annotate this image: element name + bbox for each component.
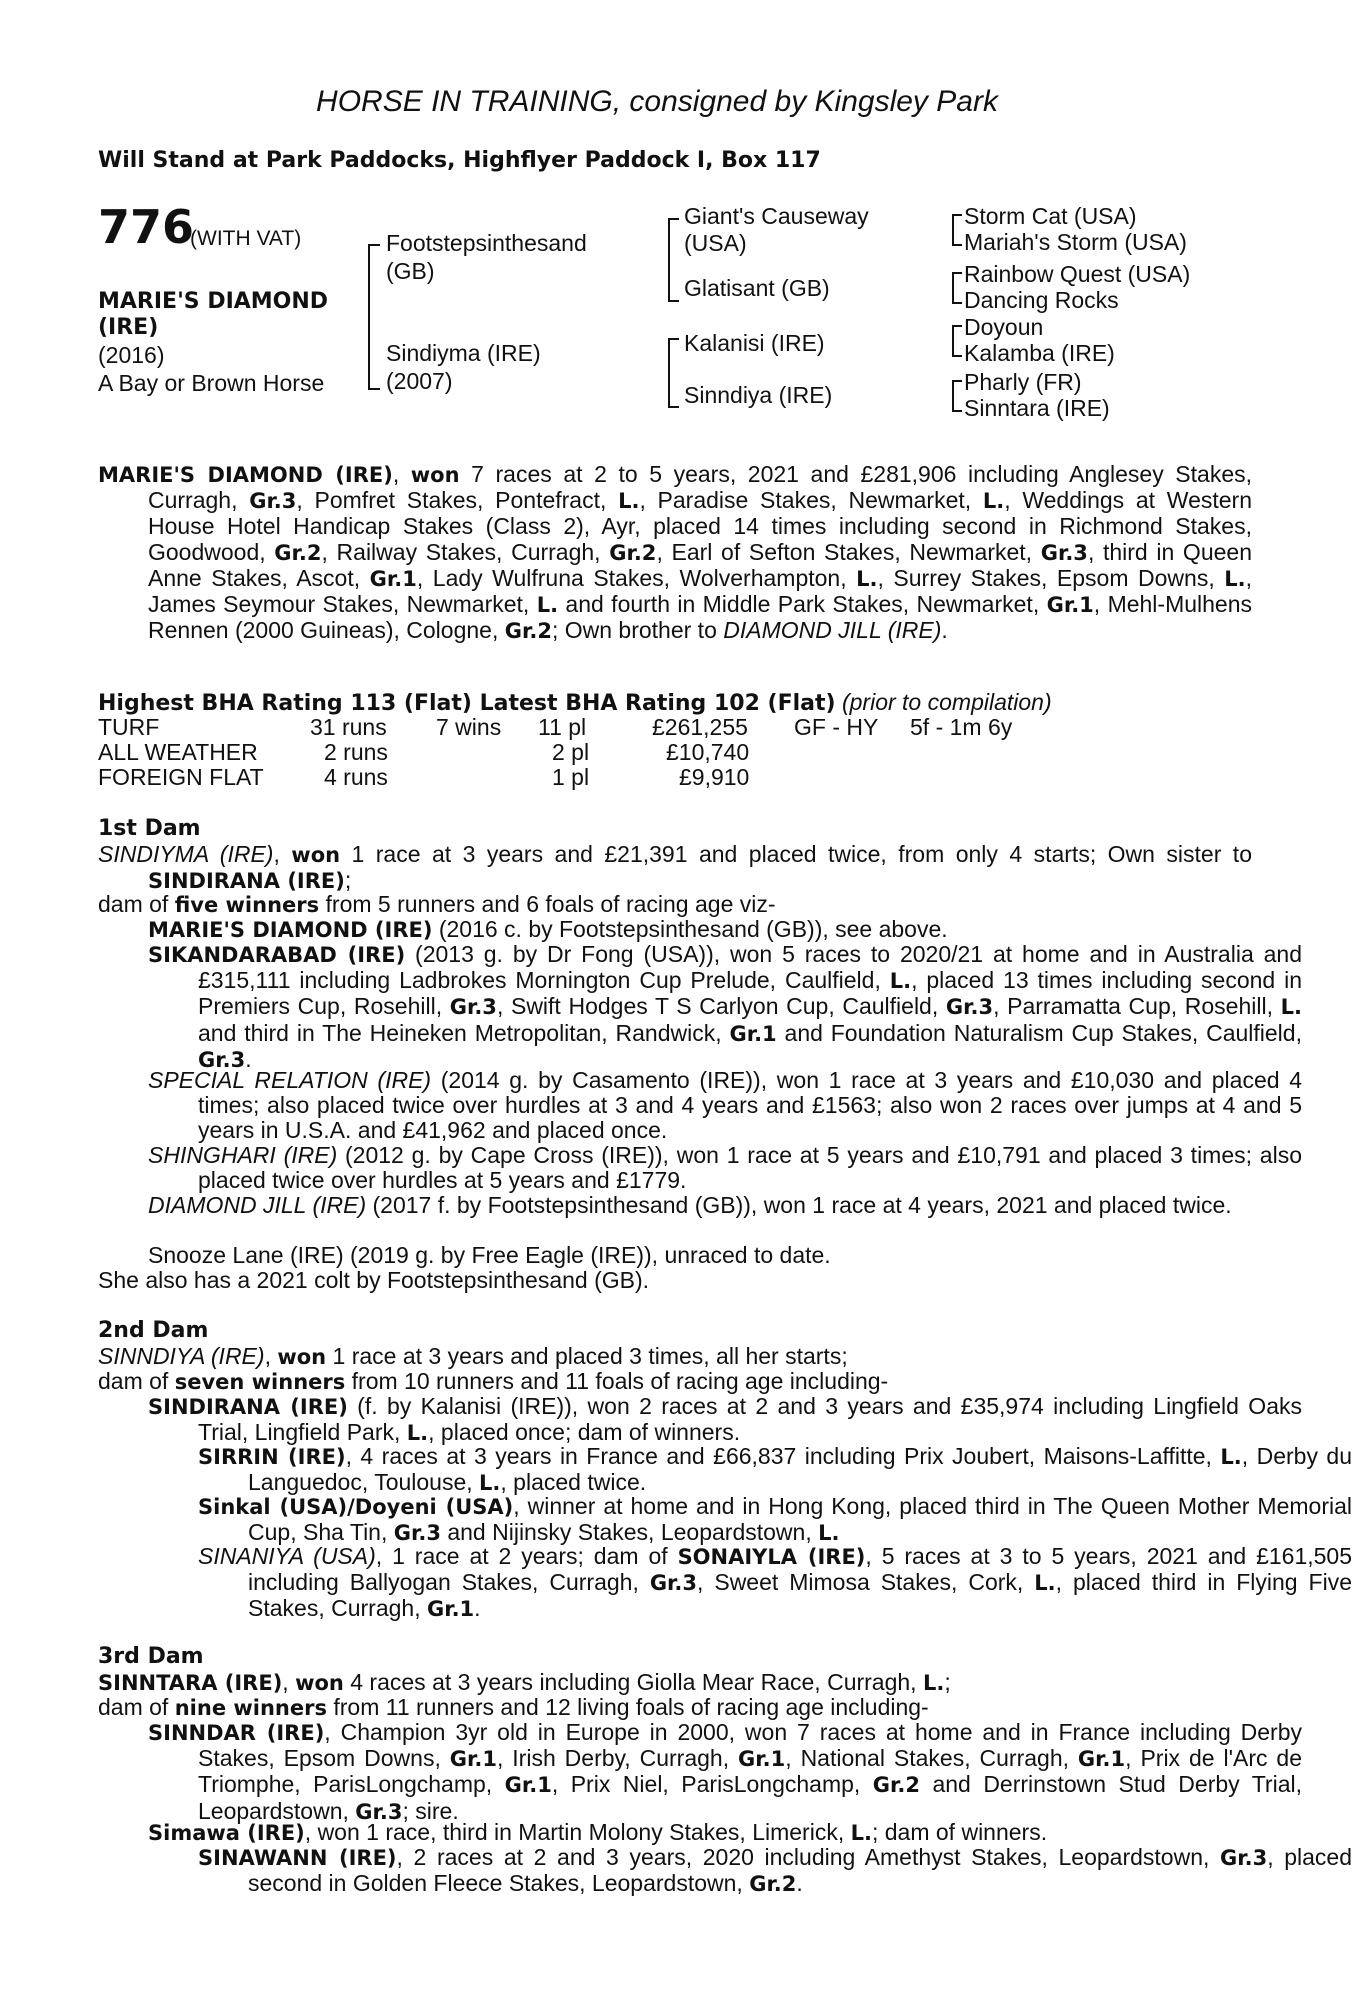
text-run: (2017 f. by Footstepsinthesand (GB)), won 1 race at 4 years, 2021 and placed twice. — [366, 1192, 1232, 1218]
first-dam-record — [98, 842, 1252, 894]
third-dam-heading: 3rd Dam — [98, 1644, 204, 1669]
pedigree-sss: Storm Cat (USA) — [964, 203, 1137, 229]
text-run: , won 1 race, third in Martin Molony Stakes, Limerick, — [304, 1819, 851, 1845]
text-run: . — [245, 1045, 252, 1072]
pedigree-dam: Sindiyma (IRE) — [386, 340, 541, 366]
text-run: , — [282, 1669, 296, 1695]
bold-text: SINDIRANA (IRE) — [148, 1395, 348, 1419]
text-run: ; sire. — [402, 1797, 459, 1824]
text-run: , Weddings at Western House Hotel Handicap Stakes (Class 2), Ayr, placed 14 times including second in Richmond Stakes, Goodwood, — [148, 487, 1252, 565]
record-going: GF - HY — [794, 714, 879, 740]
horse-description: A Bay or Brown Horse — [98, 370, 325, 396]
record-prize: £9,910 — [679, 764, 750, 790]
record-distance: 5f - 1m 6y — [910, 714, 1013, 740]
pedigree-brace — [952, 380, 962, 412]
text-run: dam of — [98, 1368, 175, 1394]
bold-text: Gr.3 — [945, 995, 994, 1020]
text-run: , Lady Wulfruna Stakes, Wolverhampton, — [416, 564, 857, 591]
text-run: 7 races at 2 to 5 years, 2021 and £281,906 including Anglesey Stakes, Curragh, — [148, 461, 1252, 514]
bold-text: won — [295, 1671, 344, 1695]
bold-text: L. — [479, 1471, 501, 1496]
text-run: (f. by Kalanisi (IRE)), won 2 races at 2 and 3 years and £35,974 including Lingfield Oaks Trial, Lingfield Park, — [198, 1393, 1302, 1446]
bold-text: Sinkal (USA)/Doyeni (USA) — [198, 1495, 514, 1519]
record-prize: £261,255 — [652, 714, 748, 740]
bold-text: won — [410, 463, 460, 487]
pedigree-ddd: Sinntara (IRE) — [964, 395, 1110, 421]
bold-text: Gr.3 — [649, 1571, 698, 1596]
record-surface: TURF — [98, 714, 160, 740]
text-run: dam of — [98, 891, 175, 917]
bold-text: SINDIRANA (IRE) — [148, 869, 345, 894]
produce-entry — [98, 1820, 1302, 1846]
text-run: (2016 c. by Footstepsinthesand (GB)), see above. — [432, 916, 948, 942]
bold-text: L. — [850, 1821, 872, 1845]
bold-text: Gr.3 — [198, 1047, 246, 1072]
bold-text: Gr.3 — [1040, 540, 1088, 565]
text-run: from 11 runners and 12 living foals of racing age including- — [326, 1694, 929, 1720]
text-run: and Foundation Naturalism Cup Stakes, Caulfield, — [776, 1019, 1302, 1046]
bold-text: L. — [922, 1671, 945, 1695]
bold-text: L. — [1034, 1571, 1056, 1596]
horse-name-line1: MARIE'S DIAMOND — [98, 289, 329, 314]
pedigree-sdd: Dancing Rocks — [964, 287, 1119, 313]
text-run: , Surrey Stakes, Epsom Downs, — [877, 564, 1225, 591]
text-run: dam of — [98, 1694, 175, 1720]
produce-entry — [98, 1444, 1352, 1496]
bold-text: Gr.3 — [1220, 1846, 1268, 1870]
italic-text: SINDIYMA (IRE) — [98, 841, 274, 867]
text-run: from 5 runners and 6 foals of racing age viz- — [319, 891, 776, 917]
text-run: , third in Queen Anne Stakes, Ascot, — [148, 538, 1252, 591]
text-run: and third in The Heineken Metropolitan, Randwick, — [198, 1019, 730, 1046]
third-dam-produce-summary — [98, 1695, 1252, 1721]
first-dam-produce-summary — [98, 892, 1252, 918]
pedigree-brace — [668, 218, 679, 302]
text-run: ; Own brother to — [551, 617, 724, 644]
record-wins: 7 wins — [436, 714, 502, 740]
text-run: 1 race at 3 years and placed 3 times, all her starts; — [326, 1343, 848, 1369]
bold-text: Gr.2 — [609, 540, 657, 565]
third-dam-record — [98, 1670, 1252, 1696]
bold-text: won — [277, 1345, 327, 1369]
text-run: and Nijinsky Stakes, Leopardstown, — [440, 1519, 819, 1546]
bold-text: SINAWANN (IRE) — [198, 1846, 397, 1870]
text-run: . — [941, 617, 948, 644]
text-run: , placed second in Golden Fleece Stakes, Leopardstown, — [248, 1844, 1352, 1897]
text-run: . — [796, 1870, 803, 1897]
record-prize: £10,740 — [666, 739, 750, 765]
bold-text: Gr.2 — [504, 619, 552, 644]
pedigree-dds: Pharly (FR) — [964, 369, 1082, 395]
pedigree-brace — [952, 325, 962, 357]
pedigree-ssd: Mariah's Storm (USA) — [964, 229, 1187, 255]
text-run: , Prix de l'Arc de Triomphe, ParisLongchamp, — [198, 1745, 1302, 1798]
italic-text: DIAMOND JILL (IRE) — [723, 617, 942, 644]
text-run: , 5 races at 3 to 5 years, 2021 and £161,505 including Ballyogan Stakes, Curragh, — [248, 1543, 1352, 1596]
record-placed: 1 pl — [552, 764, 590, 790]
text-run: , National Stakes, Curragh, — [785, 1745, 1078, 1772]
bold-text: Gr.3 — [249, 489, 297, 514]
record-surface: ALL WEATHER — [98, 739, 258, 765]
bold-text: L. — [1220, 1445, 1242, 1469]
bold-text: L. — [1224, 566, 1246, 591]
text-run: , placed third in Flying Five Stakes, Curragh, — [248, 1569, 1352, 1622]
text-run: from 10 runners and 11 foals of racing age including- — [345, 1368, 889, 1394]
record-surface: FOREIGN FLAT — [98, 764, 264, 790]
bold-text: L. — [1280, 995, 1302, 1020]
text-run: , — [392, 461, 411, 487]
rating-note: (prior to compilation) — [841, 689, 1052, 715]
bold-text: Gr.2 — [749, 1872, 797, 1897]
produce-entry — [98, 1243, 1302, 1268]
text-run: ; dam of winners. — [871, 1819, 1048, 1845]
text-run: , — [264, 1343, 278, 1369]
record-runs: 31 runs — [310, 714, 387, 740]
bold-text: nine winners — [174, 1696, 327, 1720]
bold-text: Gr.3 — [449, 995, 497, 1020]
bold-text: L. — [618, 489, 640, 514]
text-run: , James Seymour Stakes, Newmarket, — [148, 564, 1252, 618]
italic-text: DIAMOND JILL (IRE) — [148, 1192, 367, 1218]
pedigree-brace — [952, 214, 962, 246]
bold-text: SINNDAR (IRE) — [148, 1721, 325, 1745]
produce-entry — [98, 917, 1302, 943]
bold-text: Gr.1 — [369, 566, 417, 591]
text-run: , Mehl-Mulhens Rennen (2000 Guineas), Cologne, — [148, 591, 1253, 644]
produce-entry — [98, 1143, 1302, 1193]
text-run: , — [273, 841, 292, 867]
bold-text: SONAIYLA (IRE) — [677, 1545, 866, 1569]
second-dam-record — [98, 1344, 1252, 1370]
pedigree-dam-sire: Kalanisi (IRE) — [684, 330, 825, 356]
text-run: , Pomfret Stakes, Pontefract, — [296, 487, 619, 514]
text-run: ; — [344, 867, 352, 894]
second-dam-produce-summary — [98, 1369, 1252, 1395]
vat-note: (WITH VAT) — [190, 227, 302, 250]
page-title: HORSE IN TRAINING, consigned by Kingsley Park — [316, 85, 998, 118]
produce-entry — [98, 1193, 1302, 1218]
bold-text: won — [291, 843, 341, 867]
text-run: , Paradise Stakes, Newmarket, — [639, 487, 983, 514]
pedigree-brace — [952, 272, 962, 304]
text-run: and Derrinstown Stud Derby Trial, Leopardstown, — [198, 1771, 1302, 1824]
pedigree-dam-year: (2007) — [386, 368, 453, 394]
bold-text: L. — [536, 593, 559, 618]
text-run: , placed 13 times including second in Premiers Cup, Rosehill, — [198, 967, 1302, 1020]
bold-text: L. — [982, 489, 1005, 514]
bold-text: SIRRIN (IRE) — [198, 1445, 346, 1469]
pedigree-sire-country: (GB) — [386, 258, 435, 284]
text-run: Snooze Lane (IRE) (2019 g. by Free Eagle (IRE)), unraced to date. — [148, 1242, 831, 1268]
pedigree-brace — [368, 244, 380, 390]
bold-text: Gr.3 — [393, 1521, 441, 1546]
bold-text: L. — [889, 969, 912, 994]
runner-record — [98, 462, 1252, 644]
italic-text: SINANIYA (USA) — [198, 1543, 376, 1569]
text-run: , 1 race at 2 years; dam of — [375, 1543, 678, 1569]
text-run: , Earl of Sefton Stakes, Newmarket, — [656, 538, 1041, 565]
bold-text: Gr.1 — [1046, 593, 1094, 618]
record-runs: 2 runs — [324, 739, 388, 765]
bold-text: Gr.1 — [426, 1597, 475, 1622]
pedigree-sire-sire-country: (USA) — [684, 230, 747, 256]
produce-entry — [98, 1068, 1302, 1144]
bold-text: Simawa (IRE) — [148, 1821, 305, 1845]
bold-text: Gr.2 — [274, 540, 322, 565]
bold-text: SIKANDARABAD (IRE) — [148, 943, 406, 967]
bold-text: L. — [406, 1421, 429, 1446]
horse-foaled-year: (2016) — [98, 342, 165, 368]
italic-text: SPECIAL RELATION (IRE) — [148, 1067, 432, 1093]
text-run: , Irish Derby, Curragh, — [496, 1745, 739, 1772]
stand-location: Will Stand at Park Paddocks, Highflyer Paddock I, Box 117 — [98, 148, 821, 173]
bold-text: seven winners — [174, 1370, 346, 1394]
pedigree-sire: Footstepsinthesand — [386, 230, 587, 256]
text-run: ; — [944, 1669, 951, 1695]
text-run: , Prix Niel, ParisLongchamp, — [551, 1771, 873, 1798]
text-run: (2013 g. by Dr Fong (USA)), won 5 races to 2020/21 at home and in Australia and £315,111 including Ladbrokes Mornington Cup Prelude, Caulfield, — [198, 941, 1302, 994]
text-run: 4 races at 3 years including Giolla Mear Race, Curragh, — [343, 1669, 923, 1695]
pedigree-dss: Doyoun — [964, 314, 1044, 340]
text-run: and fourth in Middle Park Stakes, Newmarket, — [558, 591, 1047, 618]
first-dam-heading: 1st Dam — [98, 816, 201, 841]
text-run: , placed twice. — [500, 1469, 647, 1496]
bold-text: Gr.1 — [729, 1021, 777, 1046]
text-run: , placed once; dam of winners. — [428, 1419, 741, 1446]
pedigree-sds: Rainbow Quest (USA) — [964, 261, 1191, 287]
text-run: , winner at home and in Hong Kong, placed third in The Queen Mother Memorial Cup, Sha Tin, — [248, 1493, 1352, 1546]
bold-text: Gr.3 — [355, 1799, 403, 1824]
produce-entry — [98, 1544, 1352, 1623]
rating-heading — [98, 690, 1052, 716]
pedigree-dsd: Kalamba (IRE) — [964, 340, 1115, 366]
bold-text: five winners — [174, 893, 320, 917]
text-run: . — [474, 1595, 481, 1622]
text-run: , Parramatta Cup, Rosehill, — [993, 993, 1281, 1020]
text-run: , Derby du Languedoc, Toulouse, — [248, 1443, 1352, 1496]
text-run: , Railway Stakes, Curragh, — [321, 538, 610, 565]
bold-text: Gr.2 — [872, 1773, 920, 1798]
record-runs: 4 runs — [324, 764, 388, 790]
record-placed: 11 pl — [538, 714, 587, 740]
bold-text: MARIE'S DIAMOND (IRE) — [98, 463, 393, 487]
text-run: (2014 g. by Casamento (IRE)), won 1 race at 3 years and £10,030 and placed 4 times; also placed twice over hurdles at 3 and 4 years and £1563; also won 2 races over jumps at 4 and 5 years in U.S.A. and £41,962 and placed once. — [198, 1067, 1302, 1144]
text-run: She also has a 2021 colt by Footstepsinthesand (GB). — [98, 1267, 650, 1293]
text-run: , Champion 3yr old in Europe in 2000, won 7 races at home and in France including Derby Stakes, Epsom Downs, — [198, 1719, 1303, 1772]
rating-heading-text: Highest BHA Rating 113 (Flat) Latest BHA Rating 102 (Flat) — [98, 691, 836, 716]
italic-text: SHINGHARI (IRE) — [148, 1142, 338, 1168]
produce-note — [98, 1268, 1252, 1293]
italic-text: SINNDIYA (IRE) — [98, 1343, 265, 1369]
pedigree-brace — [668, 338, 679, 408]
text-run: , Sweet Mimosa Stakes, Cork, — [697, 1569, 1035, 1596]
bold-text: L. — [818, 1521, 840, 1546]
text-run: 1 race at 3 years and £21,391 and placed twice, from only 4 starts; Own sister to — [340, 841, 1252, 867]
produce-entry — [98, 1720, 1302, 1825]
pedigree-sire-sire: Giant's Causeway — [684, 203, 869, 229]
text-run: , Swift Hodges T S Carlyon Cup, Caulfield, — [496, 993, 946, 1020]
bold-text: L. — [856, 566, 878, 591]
second-dam-heading: 2nd Dam — [98, 1318, 209, 1343]
bold-text: Gr.1 — [449, 1747, 497, 1772]
horse-name-line2: (IRE) — [98, 315, 159, 340]
lot-number: 776 — [98, 200, 195, 254]
bold-text: Gr.1 — [1077, 1747, 1126, 1772]
pedigree-dam-dam: Sinndiya (IRE) — [684, 382, 833, 408]
produce-entry — [98, 1494, 1352, 1546]
produce-entry — [98, 1845, 1352, 1897]
bold-text: Gr.1 — [504, 1773, 552, 1798]
produce-entry — [98, 942, 1302, 1073]
text-run: (2012 g. by Cape Cross (IRE)), won 1 race at 5 years and £10,791 and placed 3 times; also placed twice over hurdles at 5 years and £1779. — [198, 1142, 1302, 1194]
record-placed: 2 pl — [552, 739, 590, 765]
text-run: , 4 races at 3 years in France and £66,837 including Prix Joubert, Maisons-Laffitte, — [345, 1443, 1221, 1469]
pedigree-sire-dam: Glatisant (GB) — [684, 275, 830, 301]
bold-text: Gr.1 — [738, 1747, 786, 1772]
bold-text: MARIE'S DIAMOND (IRE) — [148, 918, 433, 942]
produce-entry — [98, 1394, 1302, 1446]
bold-text: SINNTARA (IRE) — [98, 1671, 283, 1695]
text-run: , 2 races at 2 and 3 years, 2020 including Amethyst Stakes, Leopardstown, — [396, 1844, 1221, 1870]
